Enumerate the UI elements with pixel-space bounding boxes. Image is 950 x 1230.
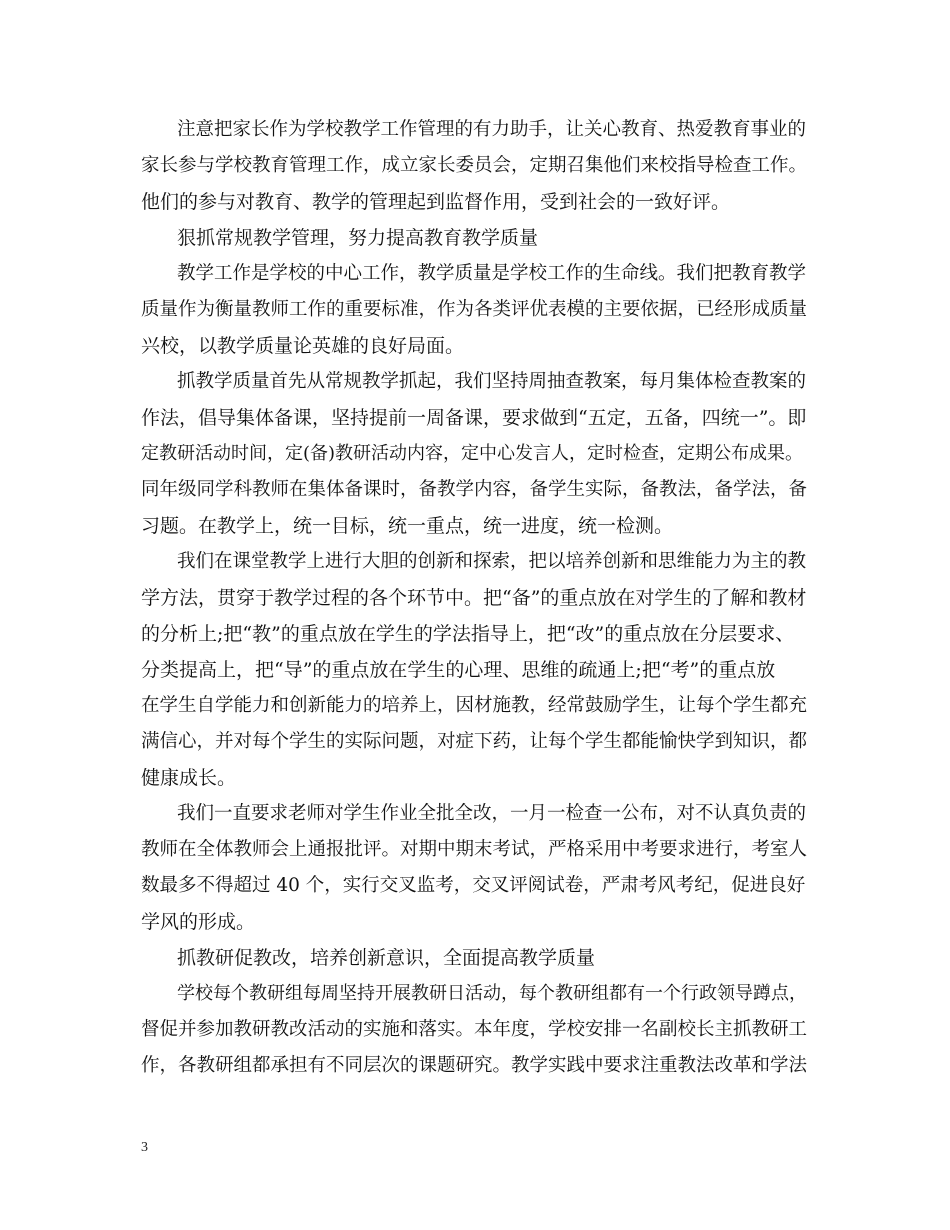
text-line: 学校每个教研组每周坚持开展教研日活动，每个教研组都有一个行政领导蹲点， xyxy=(177,983,807,1004)
text-line: 的分析上;把“教”的重点放在学生的学法指导上，把“改”的重点放在分层要求、 xyxy=(141,623,795,645)
text-line: 在学生自学能力和创新能力的培养上，因材施教，经常鼓励学生，让每个学生都充 xyxy=(141,695,808,716)
text-line: 抓教学质量首先从常规教学抓起，我们坚持周抽查教案，每月集体检查教案的 xyxy=(177,371,807,392)
text-line: 满信心，并对每个学生的实际问题，对症下药，让每个学生都能愉快学到知识，都 xyxy=(141,731,808,752)
text-line: 注意把家长作为学校教学工作管理的有力助手，让关心教育、热爱教育事业的 xyxy=(177,119,807,140)
text-line: 我们在课堂教学上进行大胆的创新和探索，把以培养创新和思维能力为主的教 xyxy=(177,551,807,572)
text-line: 督促并参加教研教改活动的实施和落实。本年度，学校安排一名副校长主抓教研工 xyxy=(141,1019,808,1040)
page-number: 3 xyxy=(141,1140,148,1155)
text-line: 习题。在教学上，统一目标，统一重点，统一进度，统一检测。 xyxy=(141,515,674,537)
text-line: 他们的参与对教育、教学的管理起到监督作用，受到社会的一致好评。 xyxy=(141,191,731,213)
text-line: 教师在全体教师会上通报批评。对期中期末考试，严格采用中考要求进行，考室人 xyxy=(141,839,808,860)
text-line: 数最多不得超过 40 个，实行交叉监考，交叉评阅试卷，严肃考风考纪，促进良好 xyxy=(141,875,806,896)
text-line: 学方法，贯穿于教学过程的各个环节中。把“备”的重点放在对学生的了解和教材 xyxy=(141,587,807,609)
text-line: 同年级同学科教师在集体备课时，备教学内容，备学生实际，备教法，备学法，备 xyxy=(141,479,808,500)
section-heading: 狠抓常规教学管理，努力提高教育教学质量 xyxy=(177,227,539,249)
text-line: 作，各教研组都承担有不同层次的课题研究。教学实践中要求注重教法改革和学法 xyxy=(141,1055,808,1076)
text-line: 定教研活动时间，定(备)教研活动内容，定中心发言人，定时检查，定期公布成果。 xyxy=(141,443,804,464)
text-line: 分类提高上，把“导”的重点放在学生的心理、思维的疏通上;把“考”的重点放 xyxy=(141,659,776,681)
text-line: 作法，倡导集体备课，坚持提前一周备课，要求做到“五定，五备，四统一”。即 xyxy=(141,407,807,429)
text-line: 教学工作是学校的中心工作，教学质量是学校工作的生命线。我们把教育教学 xyxy=(177,263,807,284)
section-heading: 抓教研促教改，培养创新意识，全面提高教学质量 xyxy=(177,947,596,969)
text-line: 兴校，以教学质量论英雄的良好局面。 xyxy=(141,335,465,357)
text-line: 健康成长。 xyxy=(141,767,237,789)
text-line: 家长参与学校教育管理工作，成立家长委员会，定期召集他们来校指导检查工作。 xyxy=(141,155,808,176)
text-line: 质量作为衡量教师工作的重要标准，作为各类评优表模的主要依据，已经形成质量 xyxy=(141,299,808,320)
text-line: 我们一直要求老师对学生作业全批全改，一月一检查一公布，对不认真负责的 xyxy=(177,803,807,824)
text-line: 学风的形成。 xyxy=(141,911,256,933)
